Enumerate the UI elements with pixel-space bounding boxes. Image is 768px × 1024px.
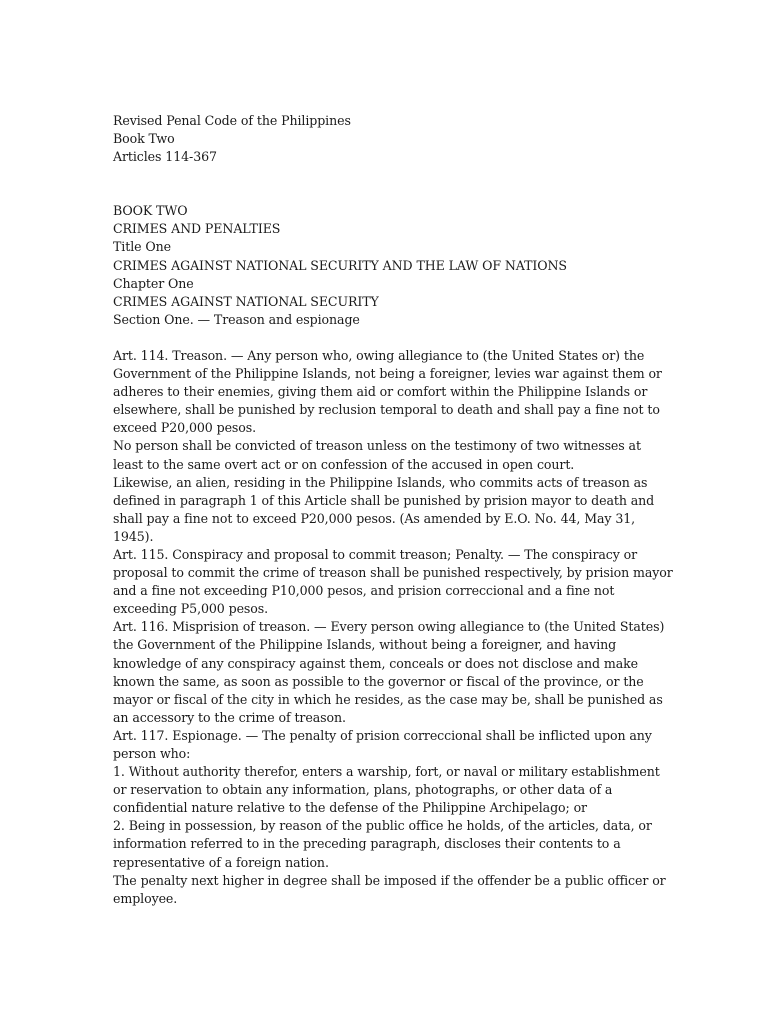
book-heading: BOOK TWO: [113, 203, 188, 219]
spacer: [113, 329, 673, 347]
document-content: [113, 112, 673, 908]
document-title: Revised Penal Code of the Philippines: [113, 113, 351, 128]
article-116-paragraph: Art. 116. Misprision of treason. — Every person owing allegiance to (the United States) the Government of the Philippine Islands, without being a foreigner, and having knowledge of any conspiracy against them, conceals or does not disclose and make known the same, as soon as possible to the governor or fiscal of the province, or the mayor or fiscal of the city in which he resides, as the case may be, shall be punished as an accessory to the crime of treason.: [113, 619, 665, 725]
spacer: [113, 166, 673, 202]
article-117-penalty-paragraph: The penalty next higher in degree shall be imposed if the offender be a public officer or employee.: [113, 872, 666, 906]
article-117-item-1: 1. Without authority therefor, enters a warship, fort, or naval or military establishment or reservation to obtain any information, plans, photographs, or other data of a confidential nature relative to the defense of the Philippine Archipelago; or: [113, 764, 660, 816]
article-115-paragraph: Art. 115. Conspiracy and proposal to commit treason; Penalty. — The conspiracy or proposal to commit the crime of treason shall be punished respectively, by prision mayor and a fine not exceeding P10,000 pesos, and prision correccional and a fine not exceeding P5,000 pesos.: [113, 546, 673, 617]
article-114-testimony-paragraph: No person shall be convicted of treason unless on the testimony of two witnesses at least to the same overt act or on confession of the accused in open court.: [113, 438, 641, 472]
chapter-heading: Chapter One: [113, 275, 194, 291]
articles-range: Articles 114-367: [113, 149, 217, 165]
book-label: Book Two: [113, 131, 175, 147]
section-heading: Section One. — Treason and espionage: [113, 311, 360, 327]
chapter-name-heading: CRIMES AGAINST NATIONAL SECURITY: [113, 293, 379, 309]
title-name-heading: CRIMES AGAINST NATIONAL SECURITY AND THE LAW OF NATIONS: [113, 257, 567, 273]
article-117-paragraph: Art. 117. Espionage. — The penalty of prision correccional shall be inflicted upon any person who:: [113, 727, 652, 761]
article-114-paragraph: Art. 114. Treason. — Any person who, owing allegiance to (the United States or) the Government of the Philippine Islands, not being a foreigner, levies war against them or adheres to their enemies, giving them aid or comfort within the Philippine Islands or elsewhere, shall be punished by reclusion temporal to death and shall pay a fine not to exceed P20,000 pesos.: [113, 347, 662, 436]
article-117-item-2: 2. Being in possession, by reason of the public office he holds, of the articles, data, or information referred to in the preceding paragraph, discloses their contents to a representative of a foreign nation.: [113, 818, 652, 870]
article-114-alien-paragraph: Likewise, an alien, residing in the Philippine Islands, who commits acts of treason as defined in paragraph 1 of this Article shall be punished by prision mayor to death and shall pay a fine not to exceed P20,000 pesos. (As amended by E.O. No. 44, May 31, 1945).: [113, 474, 655, 544]
book-title-heading: CRIMES AND PENALTIES: [113, 221, 281, 237]
title-heading: Title One: [113, 239, 171, 255]
